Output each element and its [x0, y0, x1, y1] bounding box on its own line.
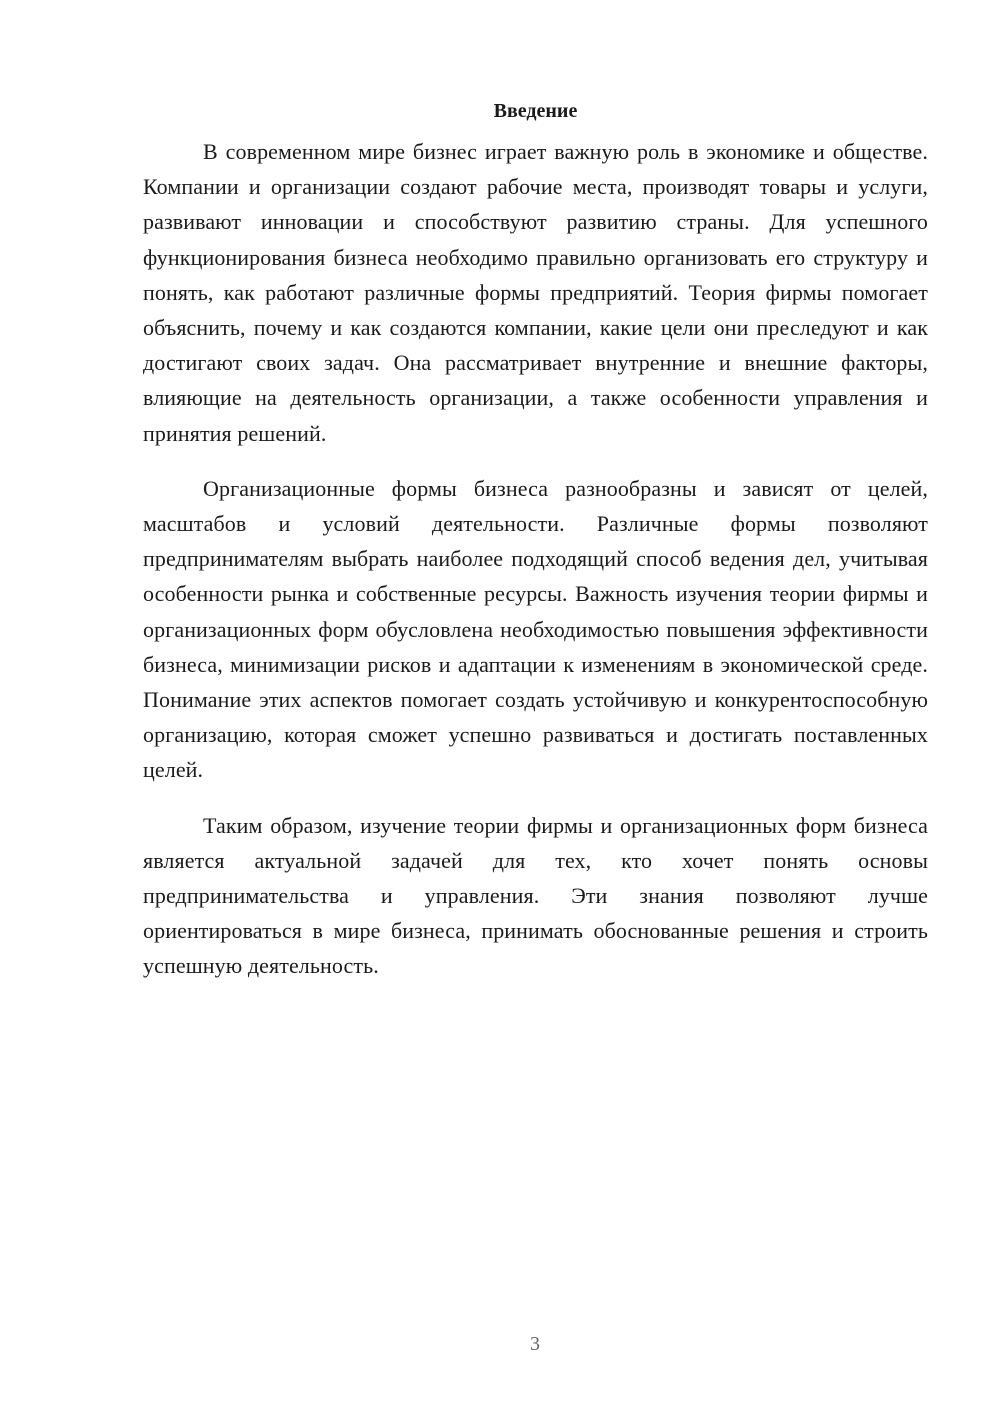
page-content	[143, 96, 928, 1004]
section-heading: Введение	[493, 100, 578, 122]
page-number: 3	[530, 1333, 540, 1355]
paragraph-2: Организационные формы бизнеса разнообразны и зависят от целей, масштабов и условий деятельности. Различные формы позволяют предпринимателям выбрать наиболее подходящий способ ведения дел, учитывая особенности рынка и собственные ресурсы. Важность изучения теории фирмы и организационных форм обусловлена необходимостью повышения эффективности бизнеса, минимизации рисков и адаптации к изменениям в экономической среде. Понимание этих аспектов помогает создать устойчивую и конкурентоспособную организацию, которая сможет успешно развиваться и достигать поставленных целей.	[143, 475, 928, 783]
paragraph-3: Таким образом, изучение теории фирмы и организационных форм бизнеса является актуальной задачей для тех, кто хочет понять основы предпринимательства и управления. Эти знания позволяют лучше ориентироваться в мире бизнеса, принимать обоснованные решения и строить успешную деятельность.	[143, 812, 928, 979]
paragraph-1: В современном мире бизнес играет важную роль в экономике и обществе. Компании и организации создают рабочие места, производят товары и услуги, развивают инновации и способствуют развитию страны. Для успешного функционирования бизнеса необходимо правильно организовать его структуру и понять, как работают различные формы предприятий. Теория фирмы помогает объяснить, почему и как создаются компании, какие цели они преследуют и как достигают своих задач. Она рассматривает внутренние и внешние факторы, влияющие на деятельность организации, а также особенности управления и принятия решений.	[143, 139, 928, 446]
